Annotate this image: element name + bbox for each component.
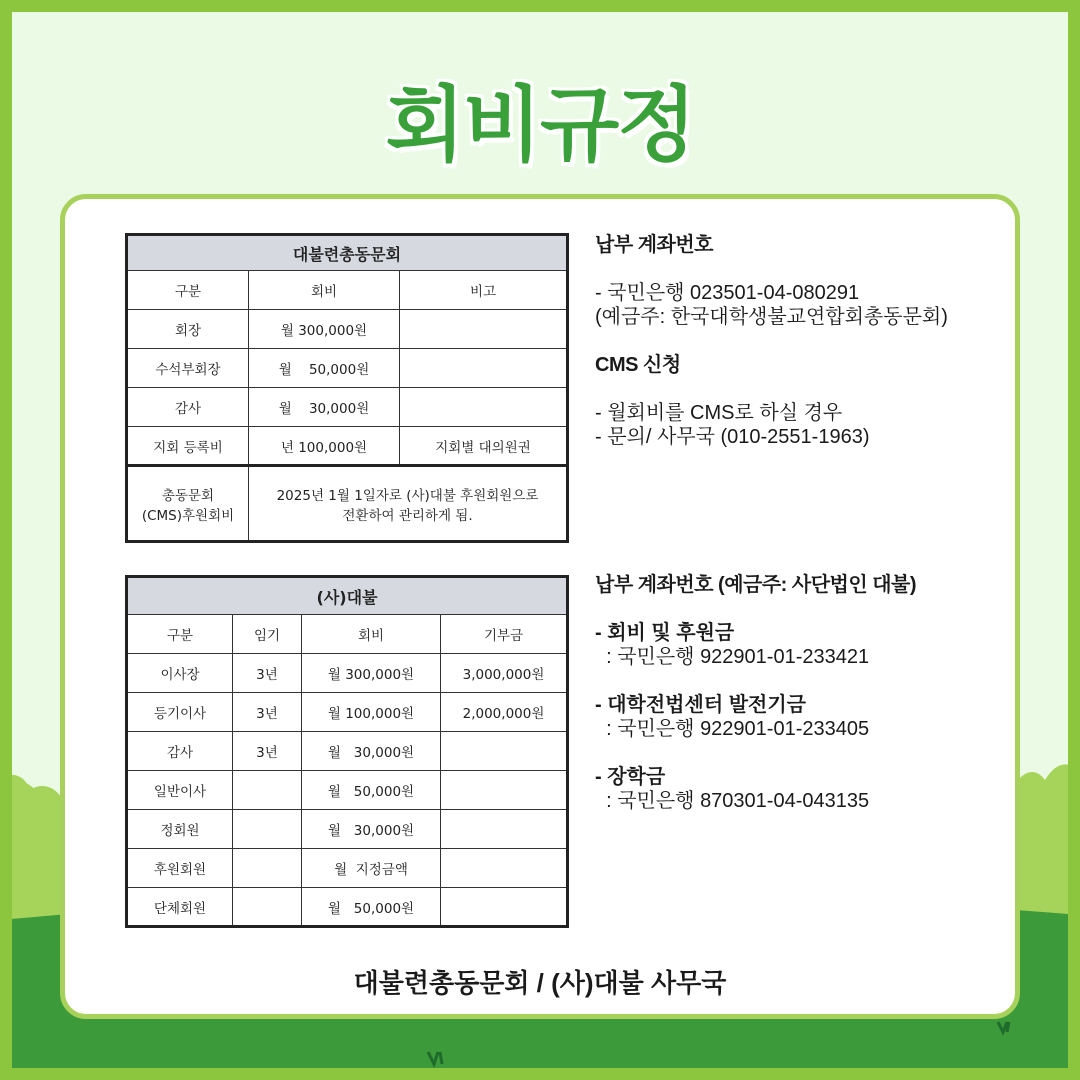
table-cell — [441, 810, 568, 849]
table-cell — [441, 771, 568, 810]
table-cell — [400, 388, 568, 427]
table-row — [127, 810, 568, 849]
table-cell — [233, 771, 302, 810]
table-cell: 월 300,000원 — [249, 310, 400, 349]
table-cell: 2,000,000원 — [441, 693, 568, 732]
table-row — [127, 732, 568, 771]
cms-note-cell — [249, 466, 568, 542]
table-cell: 년 100,000원 — [249, 427, 400, 466]
cms-label-line: (CMS)후원회비 — [141, 507, 235, 524]
table-row — [127, 310, 568, 349]
account-heading: 납부 계좌번호 (예금주: 사단법인 대불) — [595, 574, 917, 596]
table-cell: 3년 — [233, 732, 302, 771]
page-title: 회비규정 — [385, 78, 695, 173]
cms-heading: CMS 신청 — [595, 354, 681, 376]
column-header: 회비 — [249, 271, 400, 310]
table-cell: 수석부회장 — [127, 349, 249, 388]
account-heading: 납부 계좌번호 — [595, 234, 713, 256]
column-header: 비고 — [400, 271, 568, 310]
table-title: (사)대불 — [127, 577, 568, 615]
table-row — [127, 771, 568, 810]
column-header: 기부금 — [441, 615, 568, 654]
table-cell: 정회원 — [127, 810, 233, 849]
table-cell: 지회 등록비 — [127, 427, 249, 466]
membership-fee-table-corporation — [125, 575, 569, 928]
table-cell: 3년 — [233, 693, 302, 732]
account-item-number: : 국민은행 922901-01-233421 — [595, 646, 870, 668]
account-line: - 국민은행 023501-04-080291 — [595, 282, 860, 304]
column-header: 구분 — [127, 271, 249, 310]
cms-line: - 월회비를 CMS로 하실 경우 — [595, 402, 843, 424]
table-cell — [400, 349, 568, 388]
table-cell — [441, 888, 568, 927]
table-cell: 후원회원 — [127, 849, 233, 888]
cms-label-cell — [127, 466, 249, 542]
column-header: 임기 — [233, 615, 302, 654]
table-cell: 월 30,000원 — [302, 732, 441, 771]
table-cell: 월 50,000원 — [302, 888, 441, 927]
cms-label-line: 총동문회 — [161, 487, 215, 504]
account-item-title: - 대학전법센터 발전기금 — [595, 694, 806, 716]
table-cell: 월 30,000원 — [302, 810, 441, 849]
cms-note-line: 2025년 1월 1일자로 (사)대불 후원회원으로 — [276, 487, 539, 504]
table-cell — [441, 849, 568, 888]
table-cell: 월 100,000원 — [302, 693, 441, 732]
corporation-payment-info — [595, 573, 1015, 813]
table-cell: 월 300,000원 — [302, 654, 441, 693]
column-header: 구분 — [127, 615, 233, 654]
table-cell: 등기이사 — [127, 693, 233, 732]
contact-line: - 문의/ 사무국 (010-2551-1963) — [595, 426, 870, 448]
table-cell: 월 지정금액 — [302, 849, 441, 888]
alumni-payment-info — [595, 233, 1015, 449]
account-holder-line: (예금주: 한국대학생불교연합회총동문회) — [595, 306, 948, 328]
table-cell — [441, 732, 568, 771]
cms-note-line: 전환하여 관리하게 됨. — [342, 507, 473, 524]
table-title: 대불련총동문회 — [127, 235, 568, 271]
table-row — [127, 349, 568, 388]
table-row — [127, 888, 568, 927]
account-item-title: - 회비 및 후원금 — [595, 622, 735, 644]
table-cell: 일반이사 — [127, 771, 233, 810]
account-item-number: : 국민은행 922901-01-233405 — [595, 718, 870, 740]
table-row — [127, 427, 568, 466]
footer-organization: 대불련총동문회 / (사)대불 사무국 — [353, 968, 727, 998]
table-row — [127, 388, 568, 427]
table-cell: 감사 — [127, 388, 249, 427]
column-header: 회비 — [302, 615, 441, 654]
table-cell — [233, 888, 302, 927]
table-cell: 월 50,000원 — [249, 349, 400, 388]
account-item-title: - 장학금 — [595, 766, 666, 788]
table-cell: 감사 — [127, 732, 233, 771]
table-cell: 지회별 대의원권 — [400, 427, 568, 466]
content-card — [60, 194, 1020, 1019]
table-row — [127, 654, 568, 693]
table-cell: 회장 — [127, 310, 249, 349]
table-cell — [233, 810, 302, 849]
table-cell — [233, 849, 302, 888]
table-cell — [400, 310, 568, 349]
table-cell: 월 30,000원 — [249, 388, 400, 427]
table-cell: 3년 — [233, 654, 302, 693]
table-row — [127, 693, 568, 732]
table-row — [127, 466, 568, 542]
table-cell: 단체회원 — [127, 888, 233, 927]
account-item-number: : 국민은행 870301-04-043135 — [595, 790, 870, 812]
membership-fee-table-alumni — [125, 233, 569, 543]
table-row — [127, 849, 568, 888]
table-cell: 이사장 — [127, 654, 233, 693]
table-cell: 월 50,000원 — [302, 771, 441, 810]
table-cell: 3,000,000원 — [441, 654, 568, 693]
